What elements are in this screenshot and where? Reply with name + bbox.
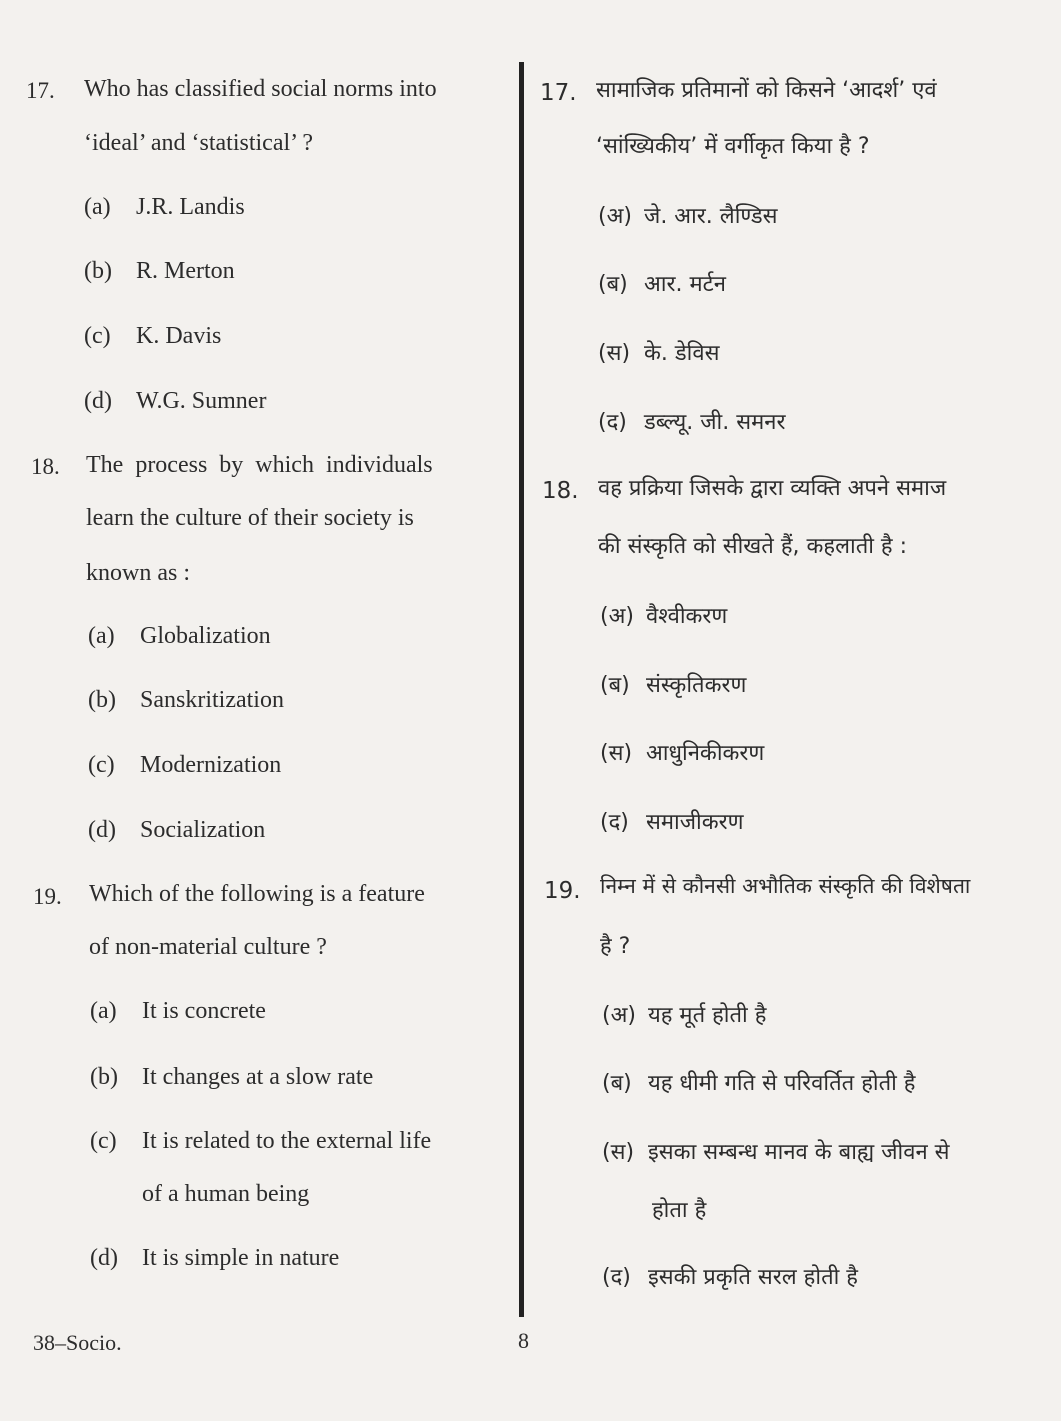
- answer-option: [600, 737, 765, 767]
- question-text: निम्न में से कौनसी अभौतिक संस्कृति की विशेषता: [600, 874, 971, 898]
- option-text: वैश्वीकरण: [646, 604, 728, 629]
- answer-option: [602, 999, 767, 1029]
- question-text: of non-material culture ?: [89, 934, 327, 960]
- question-text: ‘ideal’ and ‘statistical’ ?: [84, 130, 313, 156]
- answer-option: [88, 623, 271, 650]
- option-label: (अ): [600, 604, 634, 629]
- option-text: K. Davis: [136, 323, 222, 349]
- option-text: संस्कृतिकरण: [646, 673, 747, 698]
- option-label: (c): [90, 1128, 117, 1154]
- answer-option: [600, 600, 728, 630]
- answer-option: [88, 752, 282, 779]
- option-label: (द): [602, 1265, 631, 1290]
- option-label: (a): [88, 623, 115, 649]
- option-label: (a): [90, 998, 117, 1024]
- option-text-continued: होता है: [652, 1198, 707, 1223]
- answer-option: [90, 1064, 374, 1091]
- option-text: Modernization: [140, 752, 282, 778]
- option-label: (ब): [602, 1071, 632, 1096]
- answer-option: [600, 669, 747, 699]
- question-text: वह प्रक्रिया जिसके द्वारा व्यक्ति अपने समाज: [598, 476, 947, 501]
- answer-option: [84, 388, 267, 415]
- question-number: 18.: [31, 454, 60, 479]
- option-text: Socialization: [140, 817, 266, 843]
- question-number: 18.: [542, 478, 579, 504]
- option-label: (d): [88, 817, 116, 843]
- answer-option: [90, 998, 266, 1025]
- option-text: समाजीकरण: [646, 810, 744, 835]
- option-text: जे. आर. लैण्डिस: [644, 204, 778, 229]
- option-text: W.G. Sumner: [136, 388, 267, 414]
- question-number: 19.: [33, 884, 62, 909]
- option-label: (c): [84, 323, 111, 349]
- option-text: यह धीमी गति से परिवर्तित होती है: [648, 1071, 916, 1096]
- option-text: It is related to the external life: [142, 1128, 432, 1154]
- option-text: के. डेविस: [644, 341, 720, 366]
- option-label: (ब): [598, 272, 628, 297]
- option-label: (d): [84, 388, 112, 414]
- answer-option: [602, 1067, 916, 1097]
- question-number: 17.: [540, 80, 577, 106]
- answer-option: [600, 806, 744, 836]
- answer-option: [598, 337, 720, 367]
- option-label: (d): [90, 1245, 118, 1271]
- answer-option: [598, 268, 726, 298]
- question-text: की संस्कृति को सीखते हैं, कहलाती है :: [598, 534, 908, 559]
- answer-option: [598, 200, 778, 230]
- answer-option: [84, 323, 222, 350]
- option-label: (अ): [598, 204, 632, 229]
- question-text: Who has classified social norms into: [84, 76, 437, 102]
- option-label: (स): [598, 341, 631, 366]
- option-label: (अ): [602, 1003, 636, 1028]
- option-text: Sanskritization: [140, 687, 284, 713]
- option-text: इसकी प्रकृति सरल होती है: [648, 1265, 858, 1290]
- option-text: It is simple in nature: [142, 1245, 340, 1271]
- answer-option: [602, 1136, 950, 1166]
- option-text: इसका सम्बन्ध मानव के बाह्य जीवन से: [648, 1140, 950, 1165]
- option-label: (द): [600, 810, 629, 835]
- option-text: R. Merton: [136, 258, 235, 284]
- option-label: (ब): [600, 673, 630, 698]
- question-text: The process by which individuals: [86, 452, 433, 478]
- answer-option: [598, 406, 786, 436]
- question-text: learn the culture of their society is: [86, 505, 414, 531]
- option-label: (b): [84, 258, 112, 284]
- option-text: It is concrete: [142, 998, 266, 1024]
- question-text: है ?: [600, 934, 631, 959]
- question-text: known as :: [86, 560, 190, 586]
- option-label: (स): [600, 741, 633, 766]
- paper-code: 38–Socio.: [33, 1330, 122, 1355]
- option-text: डब्ल्यू. जी. समनर: [644, 410, 786, 435]
- answer-option: [84, 258, 235, 285]
- option-label: (b): [90, 1064, 118, 1090]
- option-text: आर. मर्टन: [644, 272, 726, 297]
- option-text-continued: of a human being: [142, 1181, 310, 1207]
- answer-option: [90, 1245, 340, 1272]
- option-text: आधुनिकीकरण: [646, 741, 765, 766]
- question-text: सामाजिक प्रतिमानों को किसने ‘आदर्श’ एवं: [596, 78, 937, 103]
- option-label: (द): [598, 410, 627, 435]
- answer-option: [602, 1261, 858, 1291]
- option-label: (c): [88, 752, 115, 778]
- option-label: (स): [602, 1140, 635, 1165]
- question-number: 19.: [544, 878, 581, 904]
- question-text: Which of the following is a feature: [89, 881, 425, 907]
- option-label: (a): [84, 194, 111, 220]
- option-text: Globalization: [140, 623, 271, 649]
- answer-option: [90, 1128, 432, 1155]
- question-text: ‘सांख्यिकीय’ में वर्गीकृत किया है ?: [596, 134, 870, 159]
- answer-option: [88, 817, 266, 844]
- option-text: It changes at a slow rate: [142, 1064, 374, 1090]
- answer-option: [88, 687, 284, 714]
- column-divider: [519, 62, 524, 1317]
- page-number: 8: [518, 1328, 529, 1353]
- answer-option: [84, 194, 245, 221]
- option-label: (b): [88, 687, 116, 713]
- question-number: 17.: [26, 78, 55, 103]
- option-text: J.R. Landis: [136, 194, 245, 220]
- option-text: यह मूर्त होती है: [648, 1003, 767, 1028]
